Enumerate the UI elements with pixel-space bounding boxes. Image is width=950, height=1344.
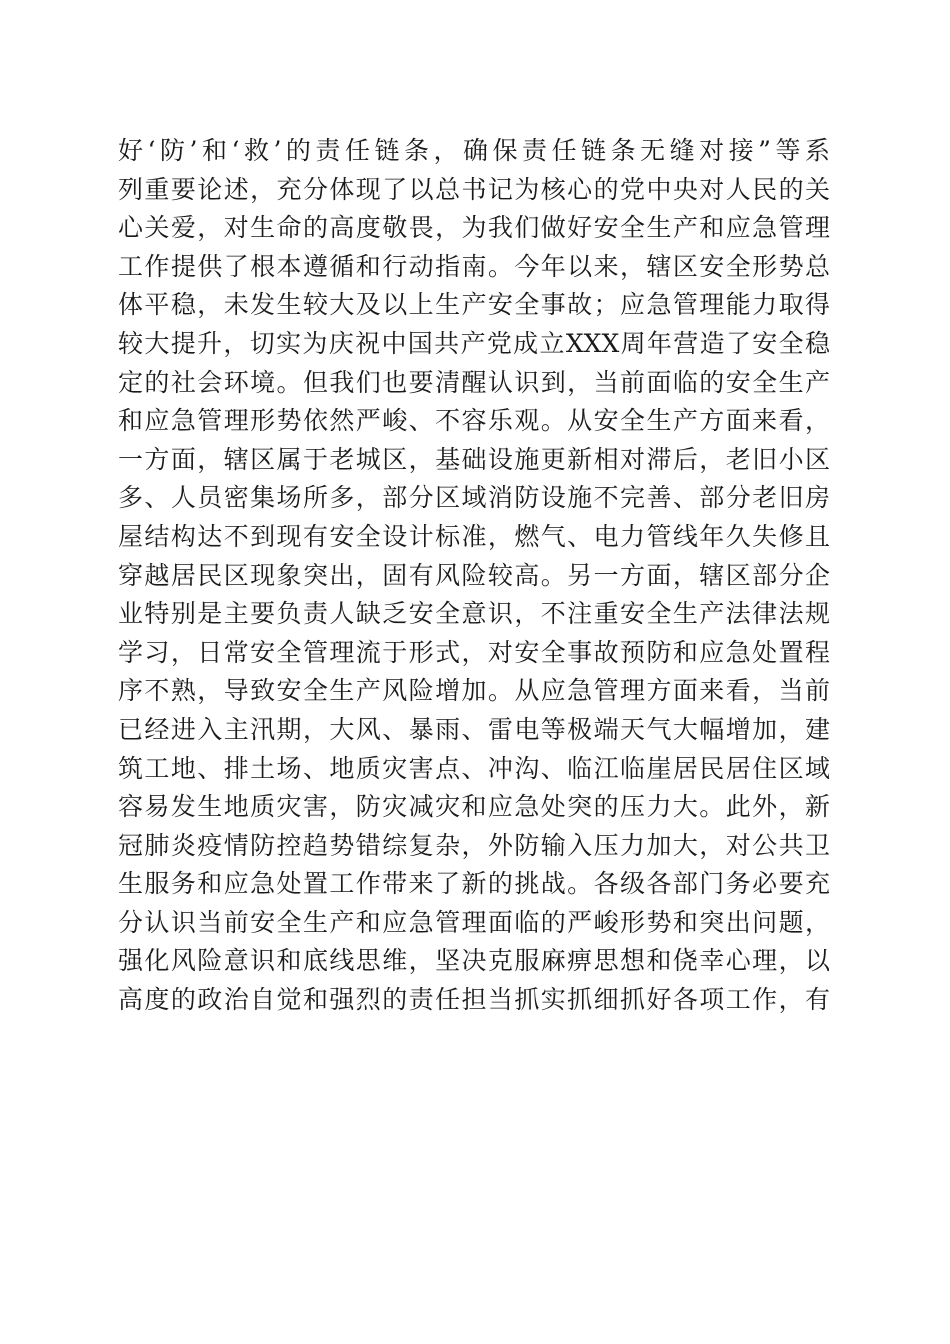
text-line: 强化风险意识和底线思维，坚决克服麻痹思想和侥幸心理，以 xyxy=(118,946,830,976)
text-line: 心关爱，对生命的高度敬畏，为我们做好安全生产和应急管理 xyxy=(118,213,830,243)
text-line: 较大提升，切实为庆祝中国共产党成立XXX周年营造了安全稳 xyxy=(118,328,830,358)
body-paragraph xyxy=(118,132,830,1020)
text-line: 筑工地、排土场、地质灾害点、冲沟、临江临崖居民居住区域 xyxy=(118,753,830,783)
text-line: 体平稳，未发生较大及以上生产安全事故；应急管理能力取得 xyxy=(118,290,830,320)
text-line: 一方面，辖区属于老城区，基础设施更新相对滞后，老旧小区 xyxy=(118,444,830,474)
text-line: 好‘防’和‘救’的责任链条，确保责任链条无缝对接”等系 xyxy=(118,136,830,165)
text-line: 学习，日常安全管理流于形式，对安全事故预防和应急处置程 xyxy=(118,637,830,667)
text-line: 屋结构达不到现有安全设计标准，燃气、电力管线年久失修且 xyxy=(118,521,830,551)
text-line: 冠肺炎疫情防控趋势错综复杂，外防输入压力加大，对公共卫 xyxy=(118,830,830,860)
text-line: 分认识当前安全生产和应急管理面临的严峻形势和突出问题， xyxy=(118,907,830,937)
text-line: 序不熟，导致安全生产风险增加。从应急管理方面来看，当前 xyxy=(118,676,830,706)
text-line: 工作提供了根本遵循和行动指南。今年以来，辖区安全形势总 xyxy=(118,251,830,281)
text-line: 多、人员密集场所多，部分区域消防设施不完善、部分老旧房 xyxy=(118,483,830,513)
text-line: 业特别是主要负责人缺乏安全意识，不注重安全生产法律法规 xyxy=(118,599,830,629)
text-line: 列重要论述，充分体现了以总书记为核心的党中央对人民的关 xyxy=(118,174,830,204)
text-line: 和应急管理形势依然严峻、不容乐观。从安全生产方面来看， xyxy=(118,406,830,436)
text-line: 生服务和应急处置工作带来了新的挑战。各级各部门务必要充 xyxy=(118,869,830,899)
text-line: 已经进入主汛期，大风、暴雨、雷电等极端天气大幅增加，建 xyxy=(118,714,830,744)
text-line: 容易发生地质灾害，防灾减灾和应急处突的压力大。此外，新 xyxy=(118,792,830,822)
text-line: 高度的政治自觉和强烈的责任担当抓实抓细抓好各项工作，有 xyxy=(118,985,830,1015)
text-line: 穿越居民区现象突出，固有风险较高。另一方面，辖区部分企 xyxy=(118,560,830,590)
text-line: 定的社会环境。但我们也要清醒认识到，当前面临的安全生产 xyxy=(118,367,830,397)
